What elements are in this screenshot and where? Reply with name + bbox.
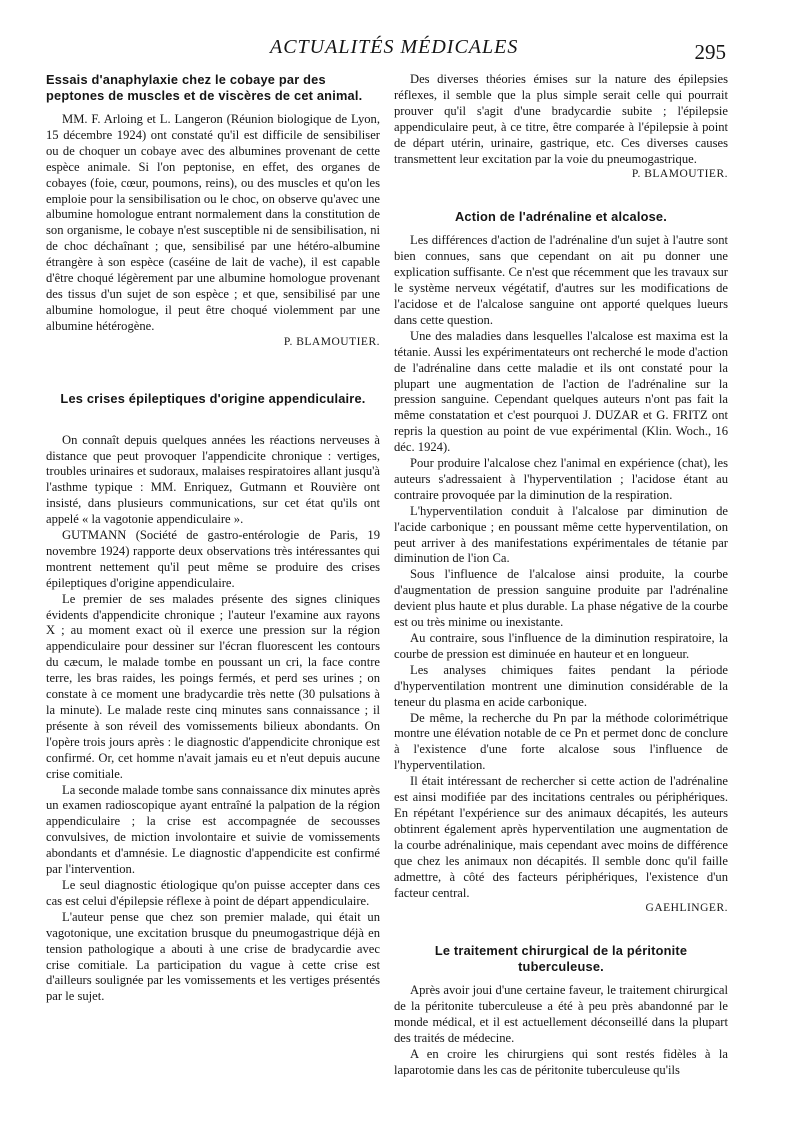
paragraph: Une des maladies dans lesquelles l'alcalose est maxima est la tétanie. Aussi les expérimentateurs ont recherché le mode d'action de l'adrénaline dans cette maladie et ils ont constaté pour la plupart une augmentation de l'action de l'adrénaline sur la pression sanguine. Cependant quelques auteurs n'ont pas fait la même constatation et c'est pourquoi J. DUZAR et G. FRITZ ont repris la question au point de vue expérimental (Klin. Woch., 16 déc. 1924). — [394, 328, 728, 455]
paragraph: Après avoir joui d'une certaine faveur, le traitement chirurgical de la péritonite tuberculeuse a été à peu près abandonné par le monde médical, et il est actuellement déconseillé dans la plupart des traités de médecine. — [394, 983, 728, 1046]
paragraph: De même, la recherche du Pn par la méthode colorimétrique montre une élévation notable de ce Pn et permet donc de conclure à l'existence d'une forte alcalose sous l'influence de l'hyperventilation. — [394, 710, 728, 773]
paragraph: Pour produire l'alcalose chez l'animal en expérience (chat), les auteurs s'adressaient à l'hyperventilation ; l'acidose étant au contraire provoquée par la diminution de la respiration. — [394, 456, 728, 502]
paragraph: Des diverses théories émises sur la nature des épilepsies réflexes, il semble que la plus simple serait celle qui pourrait prouver qu'il s'agit d'une bradycardie subite ; l'épilepsie appendiculaire peut, à ce titre, être comparée à l'épilepsie à point de départ utérin, urinaire, gastrique, etc. Ces diverses causes transmettent leur excitation par la voie du pneumogastrique. — [394, 72, 728, 166]
article-title-peritonite: Le traitement chirurgical de la péritonite tuberculeuse. — [434, 943, 688, 975]
paragraph: Les différences d'action de l'adrénaline d'un sujet à l'autre sont bien connues, sans que cependant on ait pu donner une explication suffisante. Ce n'est que récemment que les travaux sur le système nerveux végétatif, d'autres sur les modifications de l'acidose et de l'alcalose sanguine ont apporté quelques lueurs dans cette question. — [394, 233, 728, 327]
paragraph: Le premier de ses malades présente des signes cliniques évidents d'appendicite chronique ; l'auteur l'examine aux rayons X ; au moment exact où il exerce une pression sur la région appendiculaire pour dessiner sur l'écran fluorescent les contours du cæcum, le malade tombe en poussant un cri, la face contre terre, les bras raides, les poings fermés, et perd ses urines ; on constate à ce moment une bradycardie très nette (30 pulsations à la minute). Le malade reste cinq minutes sans connaissance ; il présente à son réveil des vomissements bilieux abondants. On l'opère trois jours après : le diagnostic d'appendicite chronique est confirmé. Or, cet homme n'avait jamais eu et n'eut depuis aucune crise comitiale. — [46, 591, 380, 781]
running-title: ACTUALITÉS MÉDICALES — [270, 36, 519, 58]
paragraph: On connaît depuis quelques années les réactions nerveuses à distance que peut provoquer l'appendicite chronique : vertiges, troubles urinaires et sudoraux, malaises respiratoires allant jusqu'à l'asthme typique : MM. Enriquez, Gutmann et Rouvière ont insisté, dans plusieurs communications, sur cet état qu'ils ont appelé « la vagotonie appendiculaire ». — [46, 432, 380, 527]
paragraph: GUTMANN (Société de gastro-entérologie de Paris, 19 novembre 1924) rapporte deux observations très intéressantes qui montrent nettement qu'il peut même se produire des crises épileptiques d'origine appendiculaire. — [46, 528, 380, 590]
paragraph: MM. F. Arloing et L. Langeron (Réunion biologique de Lyon, 15 décembre 1924) ont constaté qu'il est difficile de sensibiliser ou de choquer un cobaye avec des albumines provenant de cette espèce animale. Si l'on peptonise, en effet, des organes de cobayes (foie, cœur, poumons, reins), ou des muscles et qu'on les emploie pour la sensibilisation ou le choc, on observe qu'avec une albumine homologue entrant normalement dans la constitution de son organisme, le cobaye n'est susceptible ni de sensibilisation, ni de choc déchaînant ; que, sensibilisé par une hétéro-albumine étrangère à son espèce (caséine de lait de vache), il est capable d'être choqué légèrement par une albumine homologue provenant des tissus d'un sujet de son espèce ; et que, sensibilisé par une albumine homologue, il peut être choqué violemment par une albumine hétérogène. — [46, 112, 380, 333]
paragraph: Il était intéressant de rechercher si cette action de l'adrénaline est ainsi modifiée par des incitations centrales ou périphériques. En répétant l'expérience sur des animaux décapités, les auteurs obtinrent également après hyperventilation une augmentation de la courbe adrénalinique, mais cependant avec moins de différence que chez les animaux non décapités. Il semble donc qu'il faille admettre, à côté des facteurs périphériques, l'existence d'un facteur central. — [394, 774, 728, 900]
paragraph: A en croire les chirurgiens qui sont restés fidèles à la laparotomie dans les cas de péritonite tuberculeuse qu'ils — [394, 1046, 728, 1077]
paragraph: L'auteur pense que chez son premier malade, qui était un vagotonique, une excitation brusque du pneumogastrique déjà en tension pathologique a abouti à une crise de bradycardie avec crise comitiale. La participation du vague à cette crise est d'ailleurs soulignée par les vomissements et les vertiges présentés par le sujet. — [46, 909, 380, 1004]
article-title-crises-epileptiques: Les crises épileptiques d'origine appendiculaire. — [60, 390, 366, 406]
paragraph: Le seul diagnostic étiologique qu'on puisse accepter dans ces cas est celui d'épilepsie réflexe à point de départ appendiculaire. — [46, 877, 380, 908]
paragraph: Sous l'influence de l'alcalose ainsi produite, la courbe d'augmentation de pression sanguine produite par l'adrénaline devient plus haute et plus durable. La phase négative de la courbe est ou très minime ou inexistante. — [394, 567, 728, 630]
paragraph: Les analyses chimiques faites pendant la période d'hyperventilation montrent une diminution considérable de la teneur du plasma en acide carbonique. — [394, 662, 728, 709]
article-title-adrenaline: Action de l'adrénaline et alcalose. — [454, 209, 668, 225]
article-title-anaphylaxie: Essais d'anaphylaxie chez le cobaye par des peptones de muscles et de viscères de cet animal. — [46, 72, 363, 103]
signature: GAEHLINGER. — [645, 902, 728, 915]
paragraph: La seconde malade tombe sans connaissance dix minutes après un examen radioscopique ayant entraîné la palpation de la région appendiculaire ; la crise est accompagnée de secousses convulsives, de miction involontaire et suivie de vomissements abondants et d'amnésie. Le diagnostic d'appendicite est confirmé par l'intervention. — [46, 782, 380, 877]
signature: P. BLAMOUTIER. — [283, 335, 380, 348]
paragraph: L'hyperventilation conduit à l'alcalose par diminution de l'acide carbonique ; en poussant même cette hyperventilation, on peut arriver à des manifestations expérimentales de tétanie par diminution de l'ion Ca. — [394, 503, 728, 566]
left-column — [46, 72, 380, 1005]
paragraph: Au contraire, sous l'influence de la diminution respiratoire, la courbe de pression est diminuée en hauteur et en longueur. — [394, 631, 728, 661]
page-number: 295 — [694, 40, 726, 64]
right-column — [394, 72, 728, 1079]
signature: P. BLAMOUTIER. — [631, 168, 728, 181]
